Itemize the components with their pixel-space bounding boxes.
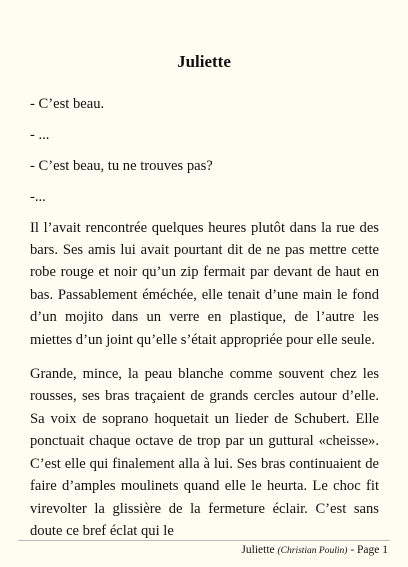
document-title: Juliette	[177, 52, 231, 71]
dialogue-line-3: - C’est beau, tu ne trouves pas?	[30, 157, 213, 174]
footer-author: (Christian Poulin)	[277, 546, 348, 556]
footer-title: Juliette	[241, 544, 275, 556]
paragraph-1: Il l’avait rencontrée quelques heures plutôt dans la rue des bars. Ses amis lui avait pourtant dit de ne pas mettre cette robe rouge et noir qu’un zip fermait par devant de haut en bas. Passablement éméchée, elle tenait d’une main le fond d’un mojito dans un verre en plastique, de l’autre les miettes d’un joint qu’elle s’était appropriée pour elle seule.	[30, 219, 379, 348]
document-body	[30, 93, 379, 554]
page-footer	[241, 543, 388, 558]
dialogue-line-1: - C’est beau.	[30, 96, 105, 112]
footer-page-number: - Page 1	[350, 544, 388, 556]
dialogue-line-4: -...	[30, 188, 46, 205]
footer-divider	[18, 540, 390, 541]
dialogue-line-2: - ...	[30, 126, 50, 143]
paragraph-2: Grande, mince, la peau blanche comme souvent chez les rousses, ses bras traçaient de grands cercles autour d’elle. Sa voix de soprano hoquetait un lieder de Schubert. Elle ponctuait chaque octave de trop par un guttural «cheisse». C’est elle qui finalement alla à lui. Ses bras continuaient de faire d’amples moulinets quand elle le heurta. Le choc fit virevolter la glissière de la fermeture éclair. C’est sans doute ce bref éclat qui le	[30, 366, 379, 539]
